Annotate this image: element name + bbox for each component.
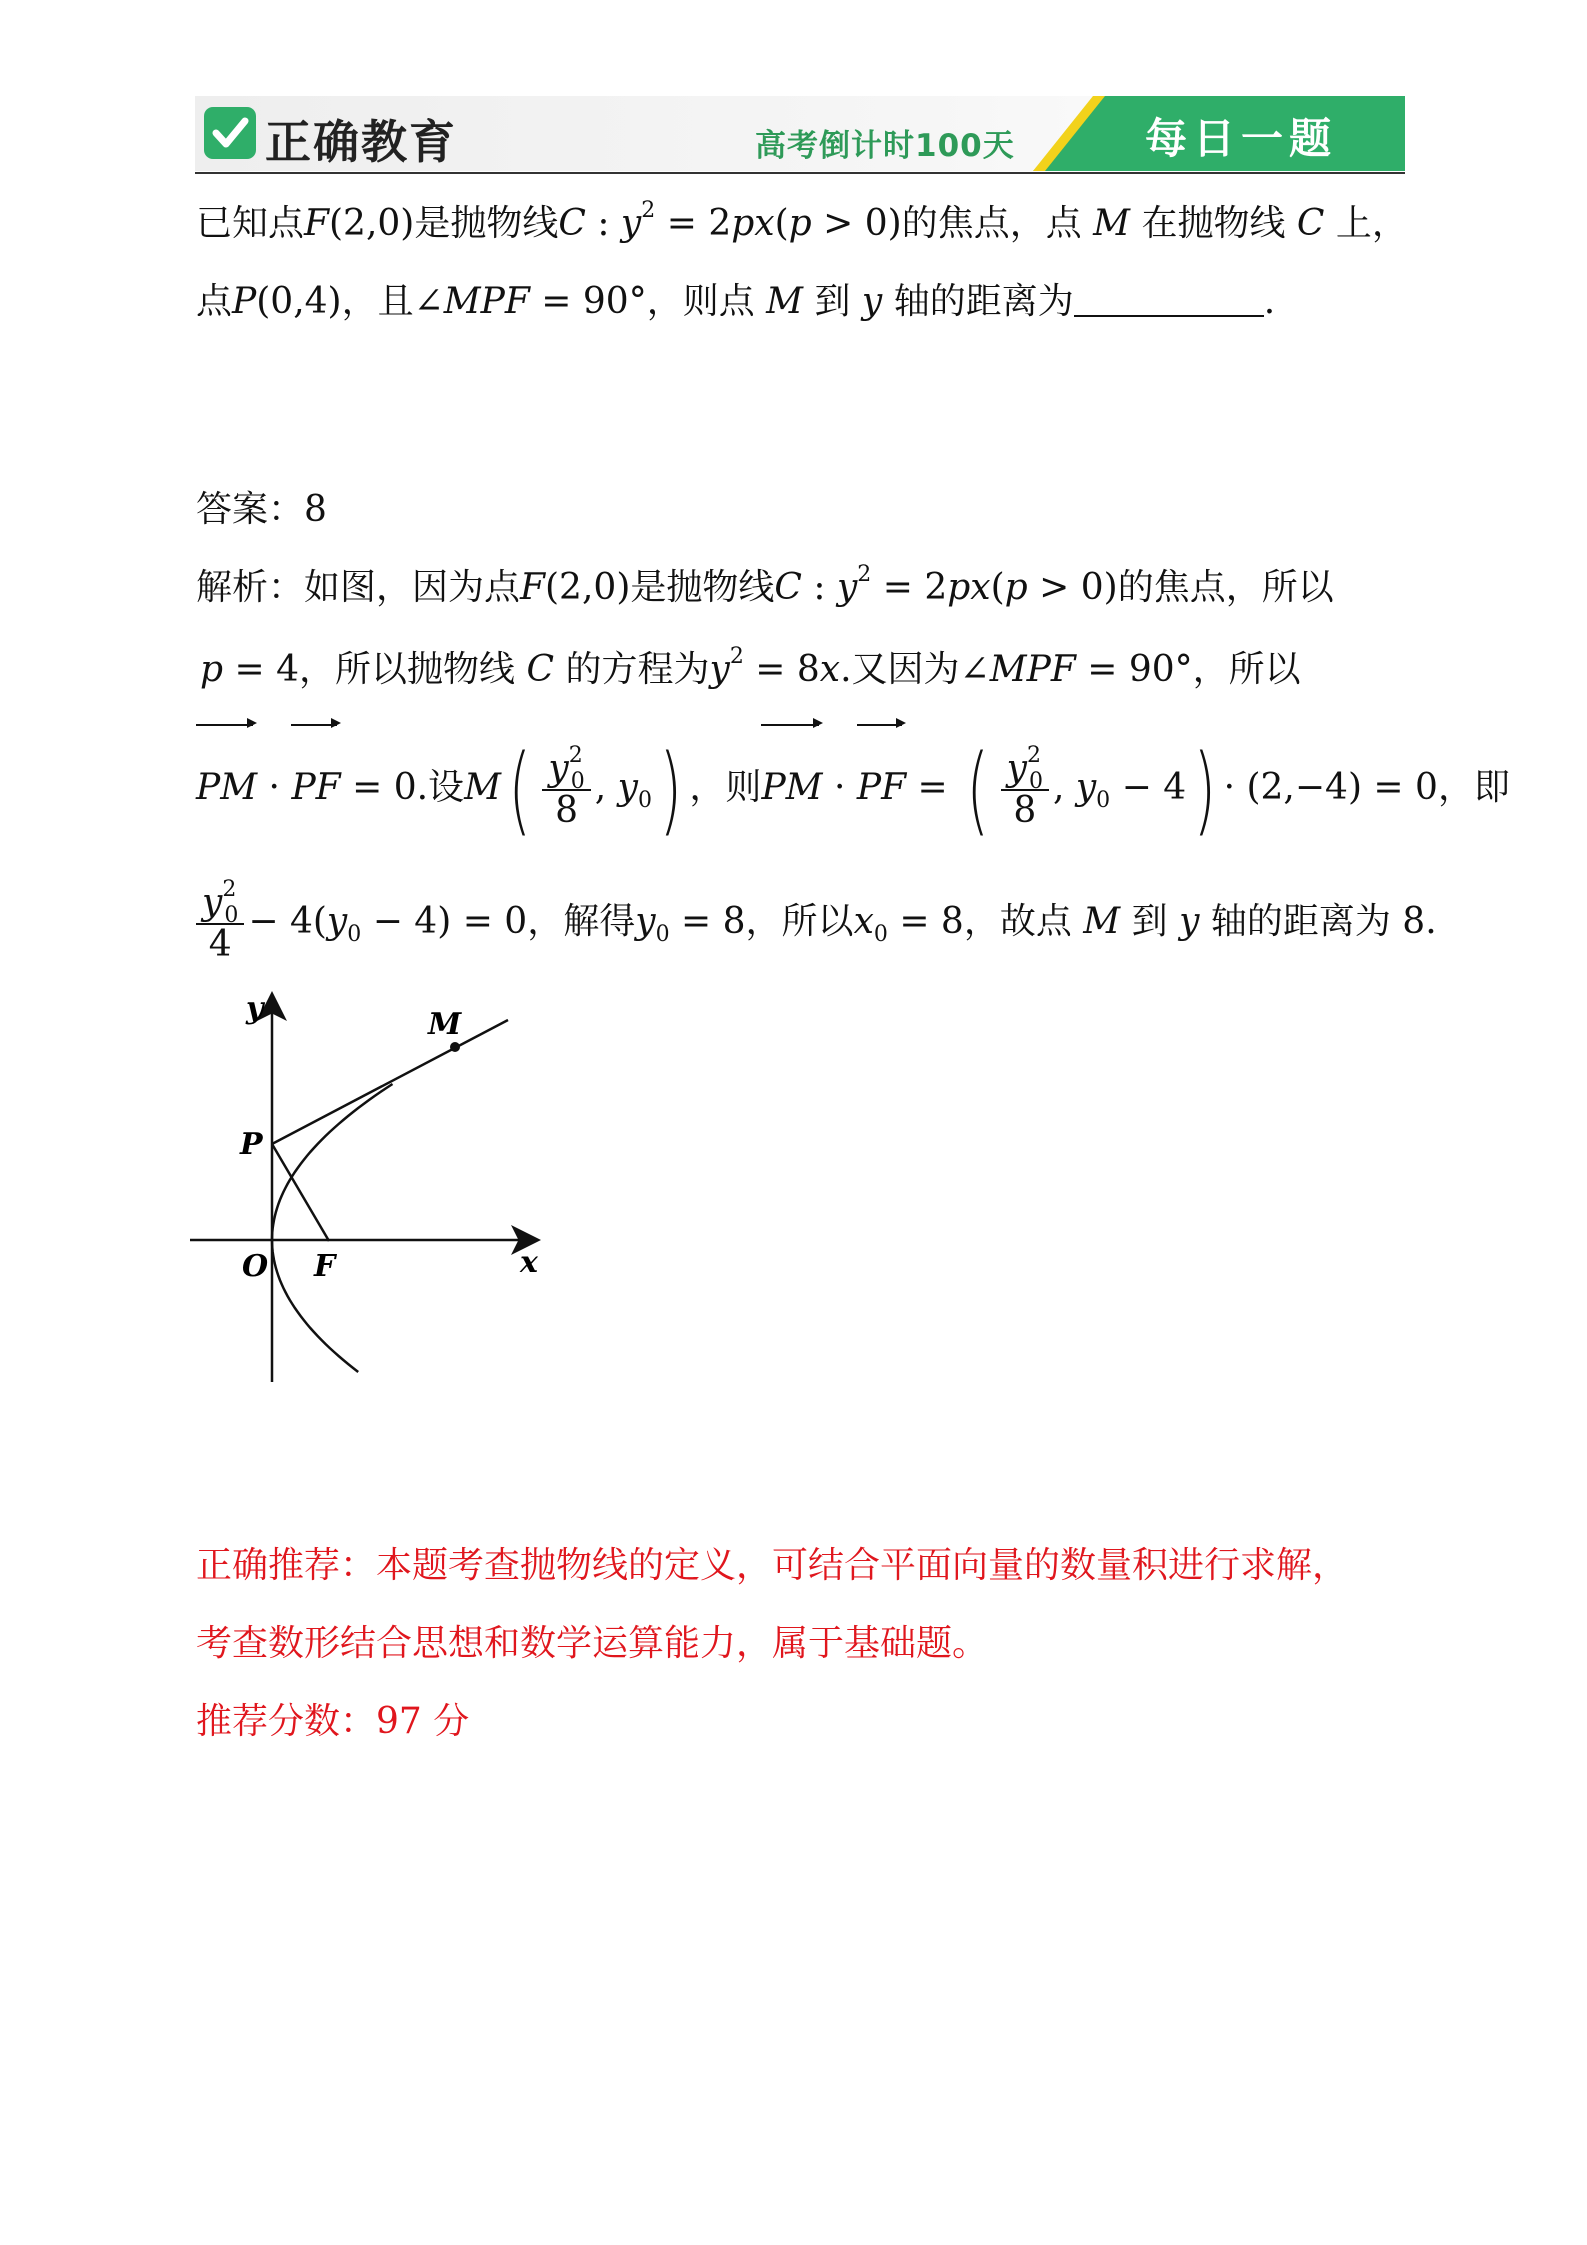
math: F [520, 567, 546, 608]
math: C [558, 203, 586, 244]
text: ，所以 [1192, 649, 1301, 690]
math: p [1004, 567, 1028, 608]
answer-value: 8 [304, 489, 327, 530]
solution-line-4: $\frac{y^2_0}{4}$ − $4(y_0 - 4) = 0$，解得$y_0 = 8$，所以$x_0 = 8$，故点 M 到 y 轴的距离为 8. [196, 872, 1437, 972]
text: 到 [1131, 901, 1168, 942]
point-m [450, 1042, 460, 1052]
header-banner [195, 96, 1405, 171]
text: ，且 [341, 281, 414, 322]
header-rule [195, 172, 1405, 174]
paren: ( [966, 734, 990, 846]
segment-pf [272, 1144, 329, 1241]
text: ，所以 [745, 901, 854, 942]
math: M [754, 281, 815, 322]
label-m: M [428, 1007, 462, 1042]
label-p: P [240, 1127, 263, 1162]
parabola-curve [272, 1084, 393, 1372]
math: C [515, 649, 566, 690]
vector-pm: PM [761, 728, 822, 848]
solution-label: 解析： [196, 567, 305, 608]
text: 的焦点，点 [901, 203, 1082, 244]
math: px [947, 567, 991, 608]
text: 的方程为 [565, 649, 710, 690]
text: 到 [814, 281, 851, 322]
line-pm [272, 1020, 508, 1144]
math: p [788, 203, 812, 244]
solution-line-3: PM · PF = 0.设M( $\frac{y^2_0}{8}$ , $y_0$) ，则PM · PF = ( $\frac{y^2_0}{8}$ , $y_0 - 4) \cdot (2,-4) = 0$，即 [196, 728, 1510, 848]
text: ，即 [1437, 767, 1510, 808]
math: M [464, 767, 501, 808]
math: M [1071, 901, 1132, 942]
text: 上， [1335, 203, 1408, 244]
text: .又因为 [840, 649, 960, 690]
text: 是抛物线 [414, 203, 559, 244]
text: 如图，因为点 [304, 567, 521, 608]
math: y [635, 901, 656, 942]
math: y [620, 203, 642, 244]
answer-label: 答案： [196, 489, 305, 530]
parabola-diagram [190, 990, 550, 1390]
math: x [853, 901, 874, 942]
label-y: y [246, 991, 264, 1026]
math: y [850, 281, 894, 322]
recommend-score-line [196, 1700, 469, 1744]
math: MPF [989, 649, 1076, 690]
text: ，则 [689, 767, 762, 808]
math: F [304, 203, 329, 244]
math: M [1081, 203, 1142, 244]
text: 的焦点，所以 [1117, 567, 1334, 608]
paren: ) [659, 734, 682, 846]
math: C [774, 567, 802, 608]
math: p [200, 649, 224, 690]
question-line-2: 点P(0,4)，且∠MPF = 90°，则点 M 到 y 轴的距离为 . [196, 281, 1276, 322]
check-icon [204, 107, 256, 159]
paren: ( [508, 734, 531, 846]
text: 已知点 [196, 203, 305, 244]
math: px [731, 203, 775, 244]
text: 是抛物线 [630, 567, 775, 608]
text: .设 [416, 767, 465, 808]
text: ，所以抛物线 [299, 649, 516, 690]
answer-line [196, 488, 327, 532]
fraction: $\frac{y^2_0}{8}$ [1001, 749, 1049, 831]
math: x [819, 649, 841, 690]
brand-name: 正确教育 [265, 115, 457, 169]
text: 轴的距离为 8. [1210, 901, 1437, 942]
question-line-1: 已知点F(2,0)是抛物线C : $y^2 = 2px(p > 0)$的焦点，点 M 在抛物线 C 上， [196, 198, 1408, 244]
solution-line-2: p = 4，所以抛物线 C 的方程为$y^2 = 8x$.又因为∠MPF = 90°，所以 [200, 644, 1301, 690]
math: y [709, 649, 730, 690]
paren: ) [1193, 734, 1217, 846]
text: ，解得 [527, 901, 636, 942]
label-f: F [314, 1249, 336, 1284]
text: 轴的距离为 [893, 281, 1074, 322]
text: ，则点 [646, 281, 755, 322]
math: MPF [443, 281, 530, 322]
answer-blank [1074, 281, 1264, 317]
text: ，故点 [963, 901, 1072, 942]
text: 在抛物线 [1141, 203, 1286, 244]
countdown-text: 高考倒计时100天 [755, 128, 1015, 164]
math: P [232, 281, 257, 322]
fraction: $\frac{y^2_0}{8}$ [542, 749, 590, 831]
vector-pf: PF [857, 728, 906, 848]
vector-pm: PM [196, 728, 257, 848]
label-x: x [520, 1245, 538, 1280]
vector-pf: PF [291, 728, 340, 848]
math: y [1167, 901, 1211, 942]
recommend-line-1: 正确推荐：本题考查抛物线的定义，可结合平面向量的数量积进行求解， [196, 1545, 1349, 1586]
math: y [836, 567, 858, 608]
fraction: $\frac{y^2_0}{4}$ [196, 883, 244, 965]
score-label: 推荐分数： [196, 1701, 377, 1742]
score-value: 97 [376, 1701, 422, 1742]
math: C [1285, 203, 1336, 244]
score-unit: 分 [433, 1701, 470, 1742]
label-o: O [242, 1249, 269, 1284]
text: 点 [196, 281, 233, 322]
solution-line-1: 解析：如图，因为点F(2,0)是抛物线C : $y^2 = 2px(p > 0)$的焦点，所以 [196, 562, 1334, 608]
recommend-line-2: 考查数形结合思想和数学运算能力，属于基础题。 [196, 1623, 989, 1664]
daily-question-label: 每日一题 [1145, 114, 1338, 163]
